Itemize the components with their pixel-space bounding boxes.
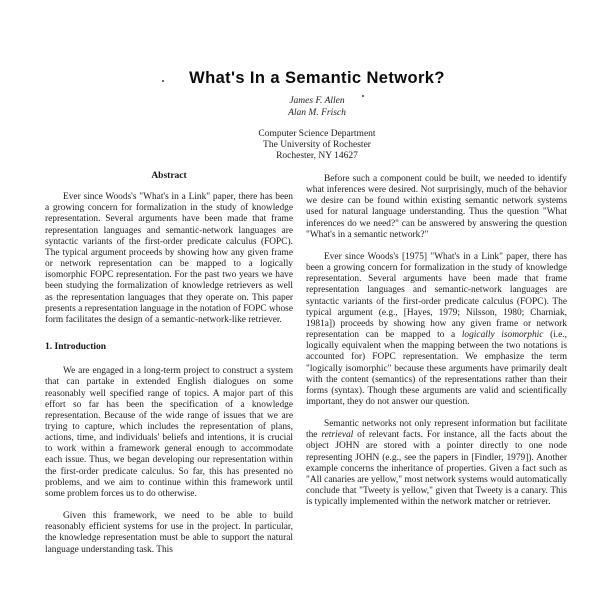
left-column	[45, 171, 293, 567]
paragraph: Ever since Woods's [1975] "What's in a Link" paper, there has been a growing concern for formalization in the study of knowledge representation. Several arguments have been made that frame representation languages and semantic-network languages are syntactic variants of the first-order predicate calculus (FOPC). The typical argument (e.g., [Hayes, 1979; Nilsson, 1980; Charniak, 1981a]) proceeds by showing how any given frame or network representation can be mapped to a logically isomorphic (i.e., logically equivalent when the mapping between the two notations is accounted for) FOPC representation. We emphasize the term "logically isomorphic" because these arguments have primarily dealt with the content (semantics) of the representations rather than their forms (syntax). Though these arguments are valid and scientifically important, they do not answer our question.	[306, 251, 567, 407]
right-column	[306, 174, 567, 519]
paragraph: Before such a component could be built, we needed to identify what inferences were desired. Not surprisingly, much of the behavior we desire can be found within existing semantic network systems used for natural language understanding. Thus the question "What inferences do we need?" can be answered by answering the question "What's in a semantic network?"	[306, 174, 567, 240]
paragraph: We are engaged in a long-term project to construct a system that can partake in extended English dialogues on some reasonably well specified range of topics. A major part of this effort so far has been the specification of a knowledge representation. Because of the wide range of issues that we are trying to capture, which includes the representation of plans, actions, time, and individuals' beliefs and intentions, it is crucial to work within a framework general enough to accommodate each issue. Thus, we began developing our representation within the first-order predicate calculus. So far, this has presented no problems, and we aim to continue within this framework until some problem forces us to do otherwise.	[45, 366, 293, 499]
affiliation-line: Computer Science Department	[258, 129, 376, 139]
affiliation-block	[34, 129, 600, 163]
author-name: James F. Allen	[289, 96, 345, 106]
abstract-paragraph: Ever since Woods's "What's in a Link" paper, there has been a growing concern for formalization in the study of knowledge representation. Several arguments have been made that frame representation languages and semantic-network languages are syntactic variants of the first-order predicate calculus (FOPC). The typical argument proceeds by showing how any given frame or network representation can be mapped to a logically isomorphic FOPC representation. For the past two years we have been studying the formalization of knowledge retrievers as well as the representation languages that they operate on. This paper presents a representation language in the notation of FOPC whose form facilitates the design of a semantic-network-like retriever.	[45, 192, 293, 325]
affiliation-line: The University of Rochester	[263, 140, 371, 151]
paragraph: Semantic networks not only represent information but facilitate the retrieval of relevant facts. For instance, all the facts about the object JOHN are stored with a pointer directly to one node representing JOHN (e.g., see the papers in [Findler, 1979]). Another example concerns the inheritance of properties. Given a fact such as "All canaries are yellow," most network systems would automatically conclude that "Tweety is yellow," given that Tweety is a canary. This is typically implemented within the network matcher or retriever.	[306, 419, 567, 508]
abstract-heading: Abstract	[151, 171, 187, 181]
introduction-heading: 1. Introduction	[45, 342, 107, 353]
authors-block	[34, 96, 600, 119]
paper-title: What's In a Semantic Network?	[189, 69, 445, 87]
paragraph: Given this framework, we need to be able to build reasonably efficient systems for use in the project. In particular, the knowledge representation must be able to support the natural language understanding task. This	[45, 511, 293, 555]
author-name: Alan M. Frisch	[288, 107, 346, 118]
affiliation-line: Rochester, NY 14627	[276, 151, 358, 162]
